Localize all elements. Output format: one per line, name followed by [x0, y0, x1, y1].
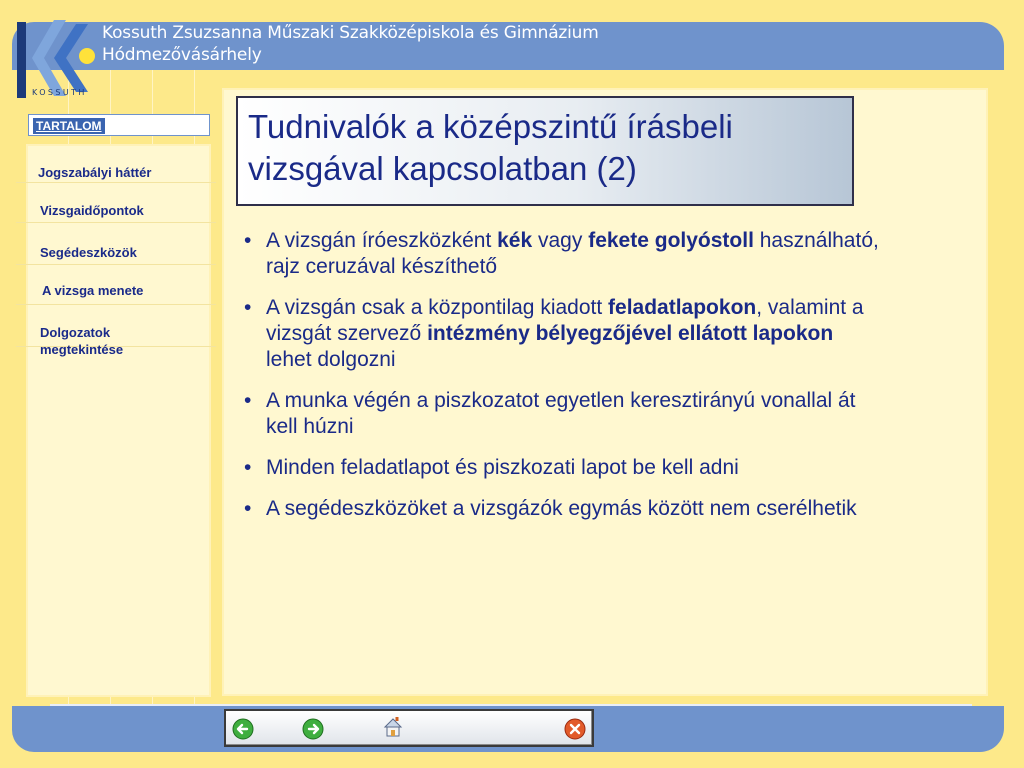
- school-name-line1: Kossuth Zsuzsanna Műszaki Szakközépiskola és Gimnázium: [102, 23, 599, 43]
- bullet-emphasis: kék: [497, 229, 533, 252]
- bullet-list: [242, 228, 882, 537]
- bullet-item: [242, 455, 882, 481]
- logo-caption: KOSSUTH: [32, 88, 87, 97]
- sidebar-divider: [16, 304, 216, 305]
- toc-heading-box: [28, 114, 210, 136]
- back-arrow-icon: [232, 718, 254, 740]
- sidebar-divider: [16, 182, 216, 183]
- sidebar-divider: [16, 222, 216, 223]
- slide-title: Tudnivalók a középszintű írásbeli vizsgával kapcsolatban (2): [248, 108, 733, 187]
- bullet-text: vagy: [532, 229, 589, 252]
- sidebar: [26, 144, 211, 697]
- close-icon: [564, 718, 586, 740]
- bullet-text: , valamint a vizsgát szervező: [266, 296, 864, 345]
- bullet-text: A munka végén a piszkozatot egyetlen keresztirányú vonallal át kell húzni: [266, 389, 856, 438]
- school-city: Hódmezővásárhely: [102, 45, 262, 65]
- forward-button[interactable]: [302, 718, 324, 740]
- forward-arrow-icon: [302, 718, 324, 740]
- toc-link[interactable]: TARTALOM: [33, 118, 105, 134]
- bullet-text: használható, rajz ceruzával készíthető: [266, 229, 879, 278]
- bullet-item: [242, 496, 882, 522]
- bullet-text: lehet dolgozni: [266, 348, 396, 371]
- slide-title-box: [236, 96, 854, 206]
- home-icon: [382, 716, 404, 738]
- bullet-item: [242, 388, 882, 440]
- bullet-text: Minden feladatlapot és piszkozati lapot be kell adni: [266, 456, 739, 479]
- bullet-text: A vizsgán csak a központilag kiadott: [266, 296, 609, 319]
- sidebar-item-segedeszkozok[interactable]: Segédeszközök: [40, 245, 137, 260]
- home-button[interactable]: [382, 716, 404, 738]
- bullet-emphasis: intézmény bélyegzőjével ellátott lapokon: [427, 322, 834, 345]
- bullet-item: [242, 228, 882, 280]
- bullet-text: A segédeszközöket a vizsgázók egymás között nem cserélhetik: [266, 497, 857, 520]
- navigation-bar: [224, 709, 594, 747]
- sidebar-item-vizsgaidopontok[interactable]: Vizsgaidőpontok: [40, 203, 144, 218]
- sidebar-divider: [16, 264, 216, 265]
- back-button[interactable]: [232, 718, 254, 740]
- sidebar-item-a-vizsga-menete[interactable]: A vizsga menete: [42, 283, 144, 298]
- bullet-emphasis: feladatlapokon: [608, 296, 757, 319]
- bullet-text: A vizsgán íróeszközként: [266, 229, 498, 252]
- school-name: [102, 22, 599, 66]
- close-button[interactable]: [564, 718, 586, 740]
- sidebar-item-dolgozatok-megtekintese[interactable]: Dolgozatok megtekintése: [40, 325, 124, 357]
- footer-divider: [50, 704, 972, 706]
- bullet-emphasis: fekete golyóstoll: [588, 229, 754, 252]
- sidebar-item-jogszabalyi-hatter[interactable]: Jogszabályi háttér: [38, 165, 152, 180]
- bullet-item: [242, 295, 882, 373]
